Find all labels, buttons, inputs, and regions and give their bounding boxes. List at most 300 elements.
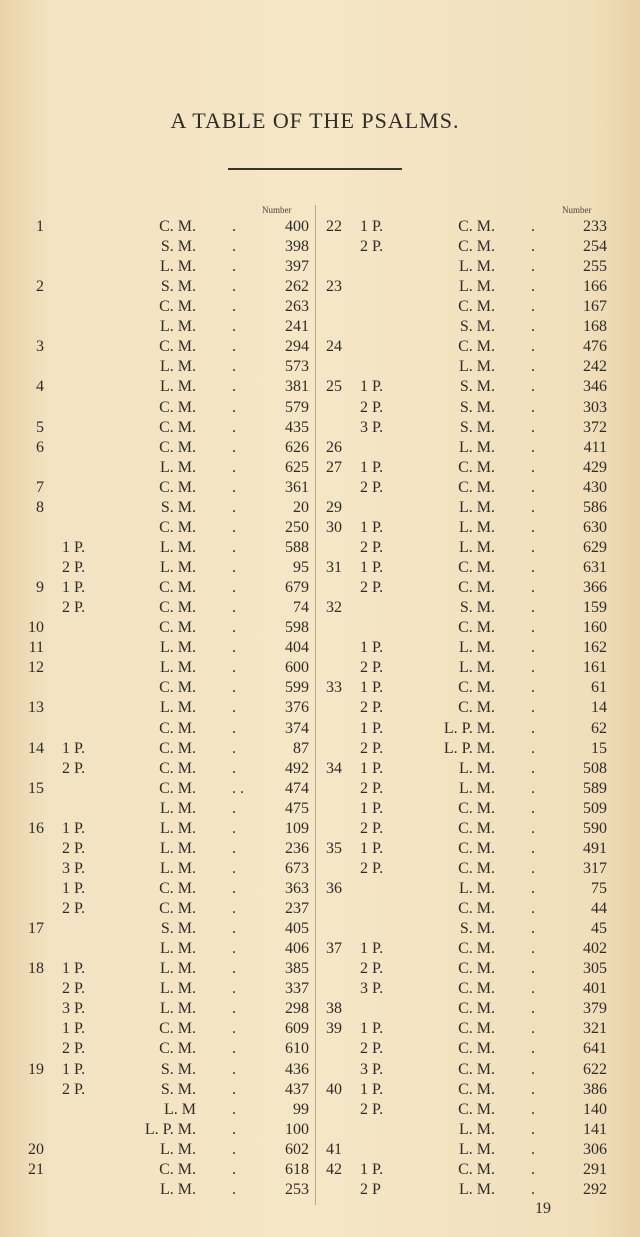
right-metre: L. M. [459, 519, 495, 536]
right-part: 2 P. [360, 579, 384, 596]
right-metre: C. M. [458, 218, 495, 235]
table-row [0, 638, 640, 658]
right-psalm-number: 23 [326, 278, 342, 295]
left-part: 3 P. [62, 860, 86, 877]
right-tune-number: 75 [591, 880, 607, 897]
right-part: 1 P. [360, 800, 384, 817]
right-metre: S. M. [459, 318, 495, 335]
left-psalm-number: 8 [36, 499, 44, 516]
right-leader: . [531, 1081, 535, 1098]
left-tune-number: 474 [285, 780, 309, 797]
table-row [0, 959, 640, 979]
right-tune-number: 630 [583, 519, 607, 536]
left-metre: S. M. [160, 278, 196, 295]
left-tune-number: 579 [285, 399, 309, 416]
left-tune-number: 236 [285, 840, 309, 857]
left-metre: C. M. [159, 338, 196, 355]
right-metre: L. M. [459, 760, 495, 777]
right-leader: . [531, 960, 535, 977]
left-tune-number: 405 [285, 920, 309, 937]
right-leader: . [531, 1141, 535, 1158]
left-tune-number: 298 [285, 1000, 309, 1017]
left-metre: L. P. M. [144, 1121, 196, 1138]
left-metre: L. M. [160, 960, 196, 977]
right-psalm-number: 35 [326, 840, 342, 857]
right-tune-number: 631 [583, 559, 607, 576]
right-leader: . [531, 900, 535, 917]
right-metre: C. M. [458, 1000, 495, 1017]
left-part: 1 P. [62, 960, 86, 977]
left-psalm-number: 21 [28, 1161, 44, 1178]
title-rule [228, 168, 402, 170]
left-metre: L. M. [160, 840, 196, 857]
table-row [0, 859, 640, 879]
left-metre: C. M. [159, 720, 196, 737]
left-metre: L. M. [160, 358, 196, 375]
right-tune-number: 141 [583, 1121, 607, 1138]
left-leader: . [232, 659, 236, 676]
right-tune-number: 372 [583, 419, 607, 436]
left-metre: L. M. [160, 318, 196, 335]
page-number: 19 [535, 1200, 551, 1217]
left-tune-number: 262 [285, 278, 309, 295]
left-metre: L. M. [160, 378, 196, 395]
right-tune-number: 508 [583, 760, 607, 777]
right-tune-number: 233 [583, 218, 607, 235]
right-tune-number: 491 [583, 840, 607, 857]
right-leader: . [531, 378, 535, 395]
right-part: 3 P. [360, 419, 384, 436]
left-psalm-number: 10 [28, 619, 44, 636]
left-part: 1 P. [62, 539, 86, 556]
left-leader: . [232, 900, 236, 917]
left-leader: . [232, 820, 236, 837]
left-metre: S. M. [160, 499, 196, 516]
right-metre: C. M. [458, 1081, 495, 1098]
table-row [0, 337, 640, 357]
left-psalm-number: 9 [36, 579, 44, 596]
left-metre: C. M. [159, 399, 196, 416]
left-tune-number: 87 [293, 740, 309, 757]
left-tune-number: 599 [285, 679, 309, 696]
left-leader: . [232, 378, 236, 395]
right-leader: . [531, 1121, 535, 1138]
right-psalm-number: 38 [326, 1000, 342, 1017]
right-tune-number: 629 [583, 539, 607, 556]
left-leader: . [232, 358, 236, 375]
left-leader: . [232, 298, 236, 315]
left-leader: . . [232, 780, 244, 797]
left-leader: . [232, 940, 236, 957]
left-psalm-number: 11 [28, 639, 44, 656]
left-metre: L. M. [160, 699, 196, 716]
left-metre: C. M. [159, 619, 196, 636]
right-tune-number: 586 [583, 499, 607, 516]
left-psalm-number: 7 [36, 479, 44, 496]
table-row [0, 458, 640, 478]
right-tune-number: 61 [591, 679, 607, 696]
left-part: 2 P. [62, 980, 86, 997]
left-tune-number: 598 [285, 619, 309, 636]
left-leader: . [232, 1081, 236, 1098]
right-tune-number: 255 [583, 258, 607, 275]
table-row [0, 759, 640, 779]
right-metre: C. M. [458, 559, 495, 576]
left-metre: C. M. [159, 900, 196, 917]
right-number-header: Number [562, 205, 592, 215]
right-leader: . [531, 1040, 535, 1057]
left-metre: L. M. [160, 639, 196, 656]
right-metre: L. M. [459, 780, 495, 797]
left-tune-number: 361 [285, 479, 309, 496]
right-tune-number: 167 [583, 298, 607, 315]
left-tune-number: 109 [285, 820, 309, 837]
left-psalm-number: 5 [36, 419, 44, 436]
left-psalm-number: 19 [28, 1061, 44, 1078]
left-metre: L. M. [160, 800, 196, 817]
left-leader: . [232, 1061, 236, 1078]
left-metre: C. M. [159, 519, 196, 536]
left-leader: . [232, 920, 236, 937]
right-leader: . [531, 639, 535, 656]
right-metre: S. M. [459, 419, 495, 436]
right-metre: C. M. [458, 699, 495, 716]
right-tune-number: 641 [583, 1040, 607, 1057]
left-leader: . [232, 1181, 236, 1198]
left-tune-number: 625 [285, 459, 309, 476]
right-part: 2 P. [360, 659, 384, 676]
right-leader: . [531, 559, 535, 576]
left-tune-number: 237 [285, 900, 309, 917]
left-leader: . [232, 880, 236, 897]
right-tune-number: 317 [583, 860, 607, 877]
left-metre: C. M. [159, 439, 196, 456]
right-leader: . [531, 1000, 535, 1017]
right-part: 1 P. [360, 639, 384, 656]
right-psalm-number: 34 [326, 760, 342, 777]
right-part: 2 P. [360, 399, 384, 416]
right-part: 2 P. [360, 1101, 384, 1118]
table-row [0, 578, 640, 598]
left-leader: . [232, 679, 236, 696]
right-leader: . [531, 1161, 535, 1178]
right-leader: . [531, 800, 535, 817]
right-part: 3 P. [360, 980, 384, 997]
left-tune-number: 385 [285, 960, 309, 977]
right-metre: C. M. [458, 238, 495, 255]
left-metre: C. M. [159, 298, 196, 315]
left-metre: L. M. [160, 820, 196, 837]
right-metre: C. M. [458, 459, 495, 476]
left-tune-number: 436 [285, 1061, 309, 1078]
left-metre: C. M. [159, 479, 196, 496]
left-leader: . [232, 960, 236, 977]
left-metre: C. M. [159, 740, 196, 757]
table-row [0, 999, 640, 1019]
right-metre: C. M. [458, 980, 495, 997]
right-leader: . [531, 760, 535, 777]
left-leader: . [232, 1040, 236, 1057]
right-tune-number: 15 [591, 740, 607, 757]
left-metre: S. M. [160, 920, 196, 937]
right-part: 2 P. [360, 820, 384, 837]
left-part: 2 P. [62, 1040, 86, 1057]
right-metre: L. M. [459, 439, 495, 456]
left-tune-number: 397 [285, 258, 309, 275]
right-part: 2 P. [360, 860, 384, 877]
left-tune-number: 406 [285, 940, 309, 957]
left-metre: S. M. [160, 238, 196, 255]
right-metre: L. M. [459, 1121, 495, 1138]
right-part: 2 P. [360, 1040, 384, 1057]
right-leader: . [531, 258, 535, 275]
left-leader: . [232, 459, 236, 476]
right-leader: . [531, 860, 535, 877]
right-tune-number: 411 [583, 439, 607, 456]
right-part: 3 P. [360, 1061, 384, 1078]
left-tune-number: 263 [285, 298, 309, 315]
right-part: 1 P. [360, 1020, 384, 1037]
left-metre: L. M [164, 1101, 196, 1118]
left-metre: L. M. [160, 459, 196, 476]
left-metre: L. M. [160, 659, 196, 676]
left-tune-number: 404 [285, 639, 309, 656]
right-metre: S. M. [459, 920, 495, 937]
left-leader: . [232, 399, 236, 416]
right-metre: C. M. [458, 940, 495, 957]
right-part: 1 P. [360, 1161, 384, 1178]
right-metre: S. M. [459, 399, 495, 416]
right-part: 1 P. [360, 218, 384, 235]
left-metre: L. M. [160, 860, 196, 877]
right-tune-number: 292 [583, 1181, 607, 1198]
left-tune-number: 100 [285, 1121, 309, 1138]
right-metre: L. M. [459, 258, 495, 275]
right-psalm-number: 30 [326, 519, 342, 536]
left-tune-number: 626 [285, 439, 309, 456]
right-leader: . [531, 1101, 535, 1118]
left-leader: . [232, 860, 236, 877]
right-tune-number: 379 [583, 1000, 607, 1017]
left-part: 1 P. [62, 579, 86, 596]
right-leader: . [531, 780, 535, 797]
right-leader: . [531, 499, 535, 516]
right-part: 1 P. [360, 940, 384, 957]
left-metre: C. M. [159, 218, 196, 235]
right-tune-number: 62 [591, 720, 607, 737]
right-tune-number: 14 [591, 699, 607, 716]
table-row [0, 478, 640, 498]
right-metre: C. M. [458, 1020, 495, 1037]
table-row [0, 919, 640, 939]
left-metre: S. M. [160, 1081, 196, 1098]
table-row [0, 779, 640, 799]
right-tune-number: 291 [583, 1161, 607, 1178]
right-leader: . [531, 298, 535, 315]
right-tune-number: 254 [583, 238, 607, 255]
left-tune-number: 20 [293, 499, 309, 516]
table-row [0, 598, 640, 618]
right-psalm-number: 22 [326, 218, 342, 235]
right-psalm-number: 31 [326, 559, 342, 576]
left-leader: . [232, 1020, 236, 1037]
right-metre: L. M. [459, 358, 495, 375]
right-metre: C. M. [458, 1161, 495, 1178]
right-part: 2 P. [360, 780, 384, 797]
left-tune-number: 381 [285, 378, 309, 395]
right-tune-number: 589 [583, 780, 607, 797]
left-part: 2 P. [62, 760, 86, 777]
right-leader: . [531, 940, 535, 957]
table-row [0, 719, 640, 739]
right-part: 2 P. [360, 479, 384, 496]
left-tune-number: 602 [285, 1141, 309, 1158]
right-metre: C. M. [458, 840, 495, 857]
page-title: A TABLE OF THE PSALMS. [170, 108, 460, 133]
right-tune-number: 160 [583, 619, 607, 636]
table-row [0, 1120, 640, 1140]
table-row [0, 939, 640, 959]
right-part: 1 P. [360, 840, 384, 857]
right-metre: C. M. [458, 1040, 495, 1057]
right-psalm-number: 42 [326, 1161, 342, 1178]
left-leader: . [232, 639, 236, 656]
left-psalm-number: 18 [28, 960, 44, 977]
left-metre: L. M. [160, 940, 196, 957]
right-metre: C. M. [458, 960, 495, 977]
left-tune-number: 99 [293, 1101, 309, 1118]
left-tune-number: 74 [293, 599, 309, 616]
left-tune-number: 600 [285, 659, 309, 676]
right-psalm-number: 32 [326, 599, 342, 616]
right-leader: . [531, 519, 535, 536]
right-part: 1 P. [360, 378, 384, 395]
table-row [0, 418, 640, 438]
right-tune-number: 402 [583, 940, 607, 957]
left-tune-number: 618 [285, 1161, 309, 1178]
right-tune-number: 590 [583, 820, 607, 837]
right-tune-number: 430 [583, 479, 607, 496]
right-leader: . [531, 278, 535, 295]
right-leader: . [531, 720, 535, 737]
right-leader: . [531, 318, 535, 335]
left-tune-number: 400 [285, 218, 309, 235]
left-leader: . [232, 559, 236, 576]
left-leader: . [232, 1101, 236, 1118]
right-metre: L. M. [459, 1181, 495, 1198]
right-metre: C. M. [458, 800, 495, 817]
right-part: 1 P. [360, 760, 384, 777]
right-leader: . [531, 579, 535, 596]
table-row [0, 879, 640, 899]
table-row [0, 1039, 640, 1059]
left-metre: C. M. [159, 780, 196, 797]
right-leader: . [531, 1061, 535, 1078]
right-leader: . [531, 479, 535, 496]
table-row [0, 377, 640, 397]
left-tune-number: 250 [285, 519, 309, 536]
right-tune-number: 159 [583, 599, 607, 616]
left-metre: C. M. [159, 760, 196, 777]
right-psalm-number: 24 [326, 338, 342, 355]
right-leader: . [531, 880, 535, 897]
right-psalm-number: 36 [326, 880, 342, 897]
left-metre: L. M. [160, 258, 196, 275]
left-metre: L. M. [160, 1141, 196, 1158]
table-row [0, 739, 640, 759]
table-row [0, 799, 640, 819]
right-part: 1 P. [360, 679, 384, 696]
right-tune-number: 622 [583, 1061, 607, 1078]
left-metre: L. M. [160, 980, 196, 997]
table-row [0, 257, 640, 277]
left-leader: . [232, 1161, 236, 1178]
right-tune-number: 386 [583, 1081, 607, 1098]
table-row [0, 1019, 640, 1039]
right-leader: . [531, 338, 535, 355]
right-psalm-number: 25 [326, 378, 342, 395]
left-leader: . [232, 238, 236, 255]
right-leader: . [531, 740, 535, 757]
left-part: 2 P. [62, 559, 86, 576]
left-leader: . [232, 699, 236, 716]
right-part: 2 P. [360, 539, 384, 556]
right-leader: . [531, 920, 535, 937]
left-metre: C. M. [159, 679, 196, 696]
left-psalm-number: 3 [36, 338, 44, 355]
right-leader: . [531, 980, 535, 997]
right-tune-number: 166 [583, 278, 607, 295]
left-leader: . [232, 338, 236, 355]
right-psalm-number: 41 [326, 1141, 342, 1158]
right-tune-number: 45 [591, 920, 607, 937]
right-metre: C. M. [458, 1061, 495, 1078]
right-metre: C. M. [458, 1101, 495, 1118]
right-tune-number: 305 [583, 960, 607, 977]
left-leader: . [232, 439, 236, 456]
right-metre: L. M. [459, 659, 495, 676]
table-row [0, 558, 640, 578]
left-tune-number: 679 [285, 579, 309, 596]
right-metre: L. M. [459, 278, 495, 295]
right-part: 2 P [360, 1181, 381, 1198]
right-tune-number: 321 [583, 1020, 607, 1037]
right-tune-number: 168 [583, 318, 607, 335]
right-metre: C. M. [458, 298, 495, 315]
left-tune-number: 337 [285, 980, 309, 997]
right-metre: C. M. [458, 579, 495, 596]
right-leader: . [531, 840, 535, 857]
right-metre: L. P. M. [443, 720, 495, 737]
left-tune-number: 294 [285, 338, 309, 355]
left-metre: L. M. [160, 1181, 196, 1198]
left-psalm-number: 13 [28, 699, 44, 716]
right-part: 2 P. [360, 238, 384, 255]
right-leader: . [531, 218, 535, 235]
left-part: 2 P. [62, 840, 86, 857]
table-row [0, 979, 640, 999]
left-tune-number: 610 [285, 1040, 309, 1057]
left-part: 1 P. [62, 740, 86, 757]
left-tune-number: 435 [285, 419, 309, 436]
left-part: 3 P. [62, 1000, 86, 1017]
right-psalm-number: 26 [326, 439, 342, 456]
table-row [0, 819, 640, 839]
left-metre: C. M. [159, 599, 196, 616]
left-metre: C. M. [159, 579, 196, 596]
right-metre: C. M. [458, 479, 495, 496]
right-tune-number: 161 [583, 659, 607, 676]
